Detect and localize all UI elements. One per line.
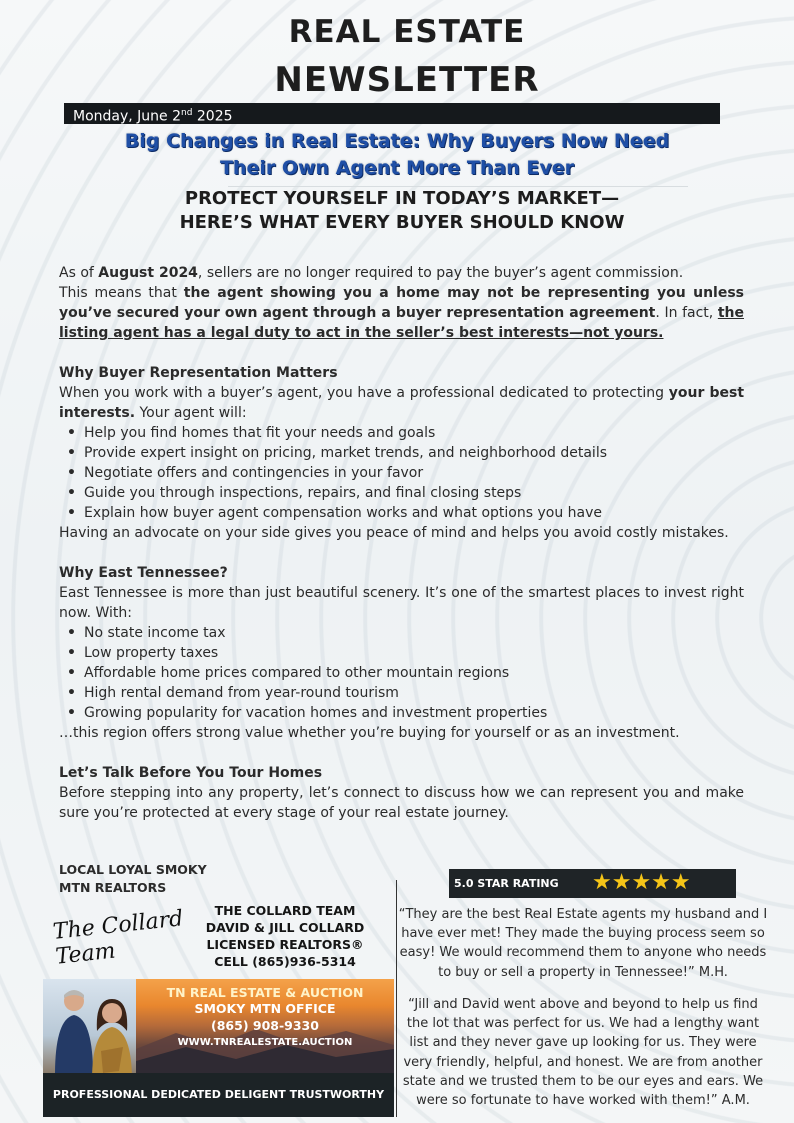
subhead-line1: PROTECT YOURSELF IN TODAY’S MARKET—: [184, 188, 620, 209]
list-item: • Provide expert insight on pricing, market trends, and neighborhood details: [84, 443, 744, 463]
date-text: Monday, June 2: [73, 108, 182, 125]
headline-line2: Their Own Agent More Than Ever: [219, 157, 575, 179]
list-item: • Help you find homes that fit your needs and goals: [84, 423, 744, 443]
east-tennessee-list: [59, 623, 744, 723]
newsletter-title-line1: REAL ESTATE: [288, 14, 526, 50]
list-item: • No state income tax: [84, 623, 744, 643]
list-item: • High rental demand from year-round tourism: [84, 683, 744, 703]
subhead-line2: HERE’S WHAT EVERY BUYER SHOULD KNOW: [179, 212, 625, 233]
review-2: “Jill and David went above and beyond to help us find the lot that was perfect for us. We had a lengthy want list and they never gave up looking for us. They were very friendly, helpful, and honest. We are from another state and we trusted them to be our eyes and ears. We were so fortunate to have worked with them!” A.M.: [402, 997, 764, 1109]
date-bar: [64, 103, 720, 124]
values-bar: PROFESSIONAL DEDICATED DELIGENT TRUSTWORTHY: [43, 1073, 394, 1117]
intro-paragraph-2: This means that the agent showing you a home may not be representing you unless you’ve secured your own agent through a buyer representation agreement. In fact, the listing agent has a legal duty to act in the seller’s best interests—not yours.: [59, 285, 744, 341]
team-contact: THE COLLARD TEAM DAVID & JILL COLLARD LICENSED REALTORS® CELL (865)936-5314: [200, 902, 370, 970]
list-item: • Guide you through inspections, repairs, and final closing steps: [84, 483, 744, 503]
team-signature: The Collard Team: [51, 906, 185, 970]
headline: [100, 128, 694, 182]
section-text-representation: When you work with a buyer’s agent, you have a professional dedicated to protecting your best interests. Your agent will:: [59, 385, 745, 421]
local-realtors-label: LOCAL LOYAL SMOKY MTN REALTORS: [59, 862, 207, 895]
date-year: 2025: [192, 108, 233, 125]
section-heading-east-tennessee: Why East Tennessee?: [59, 565, 228, 581]
intro-paragraph-1: As of August 2024, sellers are no longer required to pay the buyer’s agent commission.: [59, 265, 684, 281]
star-rating-icon: ★★★★★: [592, 870, 691, 895]
section-closing-east-tennessee: …this region offers strong value whether you’re buying for yourself or as an investment.: [59, 725, 680, 741]
office-banner: [136, 979, 394, 1073]
banner-website: WWW.TNREALESTATE.AUCTION: [177, 1037, 353, 1048]
section-heading-talk: Let’s Talk Before You Tour Homes: [59, 765, 323, 781]
headline-line1: Big Changes in Real Estate: Why Buyers Now Need: [124, 130, 670, 152]
review-1: “They are the best Real Estate agents my husband and I have ever met! They made the buying process seem so easy! We would recommend them to anyone who needs to buy or sell a property in Tennessee!” M.H.: [398, 907, 768, 980]
list-item: • Explain how buyer agent compensation works and what options you have: [84, 503, 744, 523]
column-divider: [396, 880, 397, 1117]
subheadline: [100, 187, 704, 235]
agents-photo: [43, 979, 136, 1073]
banner-office: SMOKY MTN OFFICE: [194, 1001, 336, 1016]
representation-list: [59, 423, 744, 523]
rating-label: 5.0 STAR RATING: [454, 877, 559, 890]
list-item: • Negotiate offers and contingencies in your favor: [84, 463, 744, 483]
team-phone: CELL (865)936-5314: [214, 954, 356, 969]
agent-jill-silhouette: [89, 991, 135, 1073]
section-text-talk: Before stepping into any property, let’s connect to discuss how we can represent you and make sure you’re protected at every stage of your real estate journey.: [59, 785, 744, 821]
date-ordinal: nd: [181, 108, 193, 118]
list-item: • Affordable home prices compared to other mountain regions: [84, 663, 744, 683]
section-text-east-tennessee: East Tennessee is more than just beautiful scenery. It’s one of the smartest places to invest right now. With:: [59, 585, 744, 621]
rating-box: [449, 869, 736, 898]
section-closing-representation: Having an advocate on your side gives you peace of mind and helps you avoid costly mistakes.: [59, 525, 729, 541]
list-item: • Growing popularity for vacation homes and investment properties: [84, 703, 744, 723]
section-heading-representation: Why Buyer Representation Matters: [59, 365, 338, 381]
banner-company: TN REAL ESTATE & AUCTION: [166, 985, 364, 1000]
list-item: • Low property taxes: [84, 643, 744, 663]
newsletter-title-line2: NEWSLETTER: [274, 60, 540, 100]
article-body: [59, 263, 744, 823]
banner-phone: (865) 908-9330: [211, 1018, 319, 1033]
